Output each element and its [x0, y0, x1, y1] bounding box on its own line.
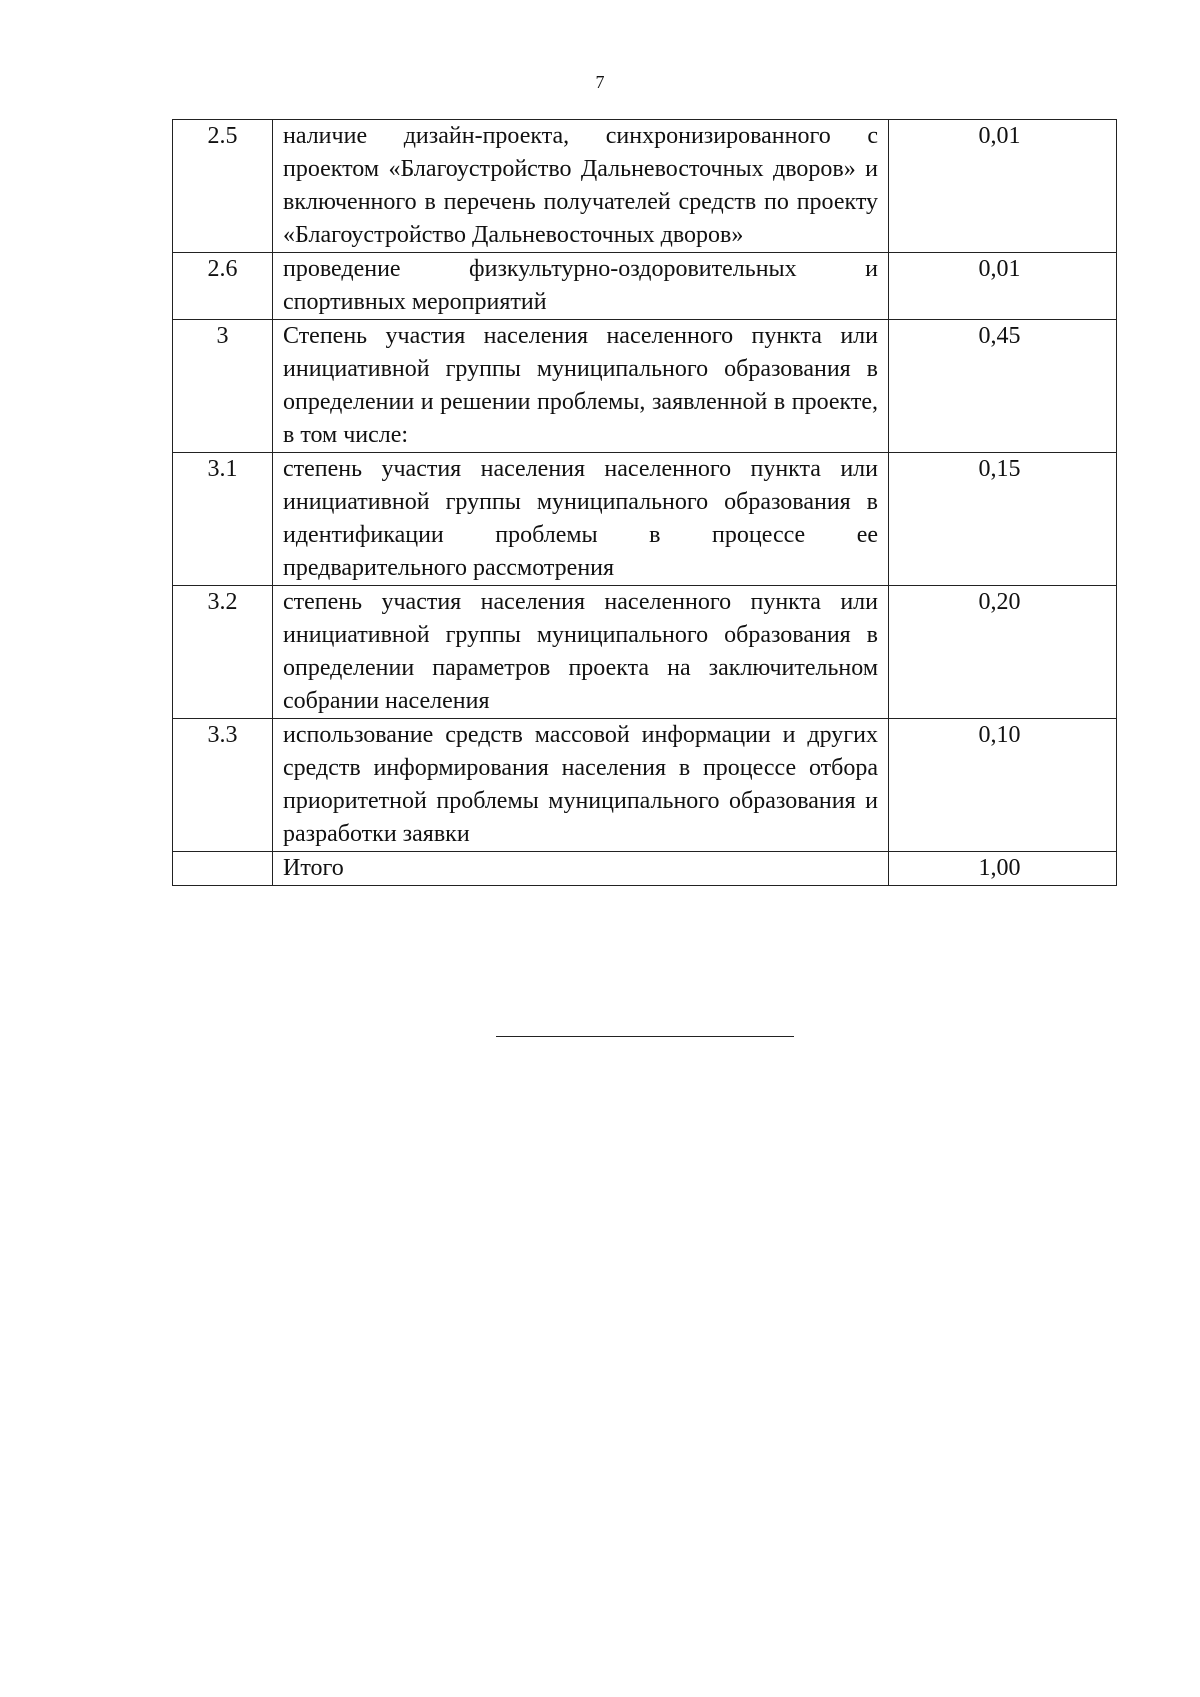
criterion-weight: 0,15: [889, 453, 1117, 586]
table-row: [173, 453, 1117, 586]
row-number: 3.1: [173, 453, 273, 586]
row-number: 2.5: [173, 120, 273, 253]
table-row: [173, 320, 1117, 453]
table-row: [173, 120, 1117, 253]
row-number: [173, 852, 273, 886]
criterion-weight: 0,20: [889, 586, 1117, 719]
row-number: 3: [173, 320, 273, 453]
end-separator-line: [496, 1036, 794, 1037]
criterion-weight: 0,01: [889, 253, 1117, 320]
criterion-weight: 0,01: [889, 120, 1117, 253]
criterion-weight: 0,10: [889, 719, 1117, 852]
table-row: [173, 586, 1117, 719]
table-row: [173, 253, 1117, 320]
criterion-text: наличие дизайн-проекта, синхронизированного с проектом «Благоустройство Дальневосточных дворов» и включенного в перечень получателей средств по проекту «Благоустройство Дальневосточных дворов»: [273, 120, 889, 253]
criterion-text: проведение физкультурно-оздоровительных и спортивных мероприятий: [273, 253, 889, 320]
table-row: [173, 719, 1117, 852]
row-number: 3.2: [173, 586, 273, 719]
criterion-text: степень участия населения населенного пункта или инициативной группы муниципального образования в идентификации проблемы в процессе ее предварительного рассмотрения: [273, 453, 889, 586]
criterion-text: Степень участия населения населенного пункта или инициативной группы муниципального образования в определении и решении проблемы, заявленной в проекте, в том числе:: [273, 320, 889, 453]
criterion-text: степень участия населения населенного пункта или инициативной группы муниципального образования в определении параметров проекта на заключительном собрании населения: [273, 586, 889, 719]
total-label: Итого: [273, 852, 889, 886]
row-number: 2.6: [173, 253, 273, 320]
criterion-text: использование средств массовой информации и других средств информирования населения в процессе отбора приоритетной проблемы муниципального образования и разработки заявки: [273, 719, 889, 852]
row-number: 3.3: [173, 719, 273, 852]
total-row: [173, 852, 1117, 886]
criterion-weight: 0,45: [889, 320, 1117, 453]
criteria-weights-table: [172, 119, 1117, 886]
page-number: 7: [595, 72, 605, 92]
total-value: 1,00: [889, 852, 1117, 886]
